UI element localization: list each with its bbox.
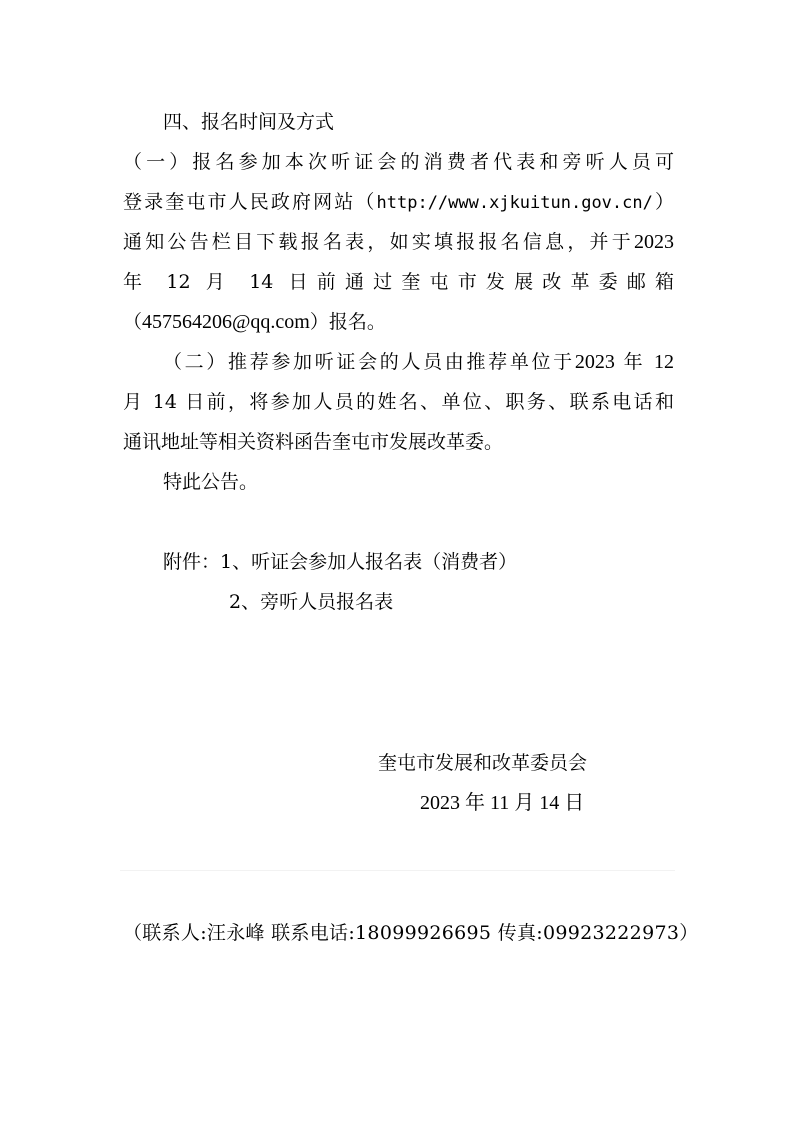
para1-line5: （457564206@qq.com）报名。 (123, 311, 386, 333)
attachment-item-2: 2、旁听人员报名表 (229, 591, 394, 613)
email-address[interactable]: 457564206@qq.com (142, 311, 310, 333)
para2-line3: 通讯地址等相关资料函告奎屯市发展改革委。 (123, 431, 504, 453)
closing-text: 特此公告。 (163, 471, 259, 493)
section-heading: 四、报名时间及方式 (163, 111, 335, 133)
contact-info: （联系人:汪永峰 联系电话:18099926695 传真:09923222973） (123, 922, 699, 944)
signature-org: 奎屯市发展和改革委员会 (378, 752, 588, 774)
para2-line2: 月 14 日前，将参加人员的姓名、单位、职务、联系电话和 (123, 391, 674, 413)
page-divider (120, 870, 675, 871)
attachment-item-1: 附件：1、听证会参加人报名表（消费者） (163, 551, 518, 573)
para1-line2: 登录奎屯市人民政府网站（http://www.xjkuitun.gov.cn/） (123, 191, 674, 213)
para1-line1: （一）报名参加本次听证会的消费者代表和旁听人员可 (123, 151, 674, 173)
para2-line1: （二）推荐参加听证会的人员由推荐单位于2023 年 12 (163, 351, 674, 373)
para1-line3: 通知公告栏目下载报名表，如实填报报名信息，并于2023 (123, 231, 674, 253)
para1-line4: 年 12 月 14 日前通过奎屯市发展改革委邮箱 (123, 271, 674, 293)
website-url[interactable]: http://www.xjkuitun.gov.cn/ (376, 193, 653, 213)
signature-date: 2023 年 11 月 14 日 (420, 792, 585, 814)
attachment-label: 附件： (163, 551, 221, 573)
